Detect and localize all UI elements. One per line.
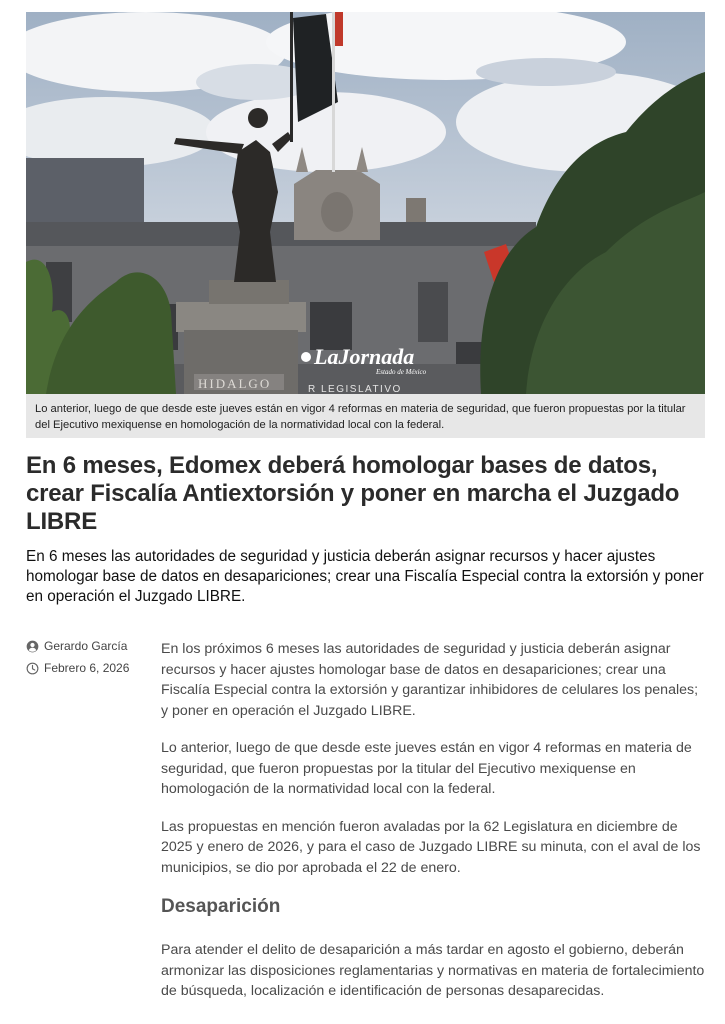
body-paragraph: Lo anterior, luego de que desde este jueves están en vigor 4 reformas en materia de seguridad, que fueron propuestas por la titular del Ejecutivo mexiquense en homologación de la normatividad local con la federal. [161,740,692,797]
article-body [161,639,709,1019]
date-row [26,659,156,677]
article-subtitle: En 6 meses las autoridades de seguridad y justicia deberán asignar recursos y hacer ajustes homologar base de datos en desapariciones; crear una Fiscalía Especial contra la extorsión y poner en operación el Juzgado LIBRE. [26,548,704,605]
clock-icon [26,662,39,675]
body-paragraph: En los próximos 6 meses las autoridades de seguridad y justicia deberán asignar recursos y hacer ajustes homologar base de datos en desapariciones; crear una Fiscalía Especial contra la extorsión y garantizar inhibidores de celulares los penales; y poner en operación el Juzgado LIBRE. [161,641,699,719]
article-title: En 6 meses, Edomex deberá homologar bases de datos, crear Fiscalía Antiextorsión y poner en marcha el Juzgado LIBRE [26,452,680,535]
author-row[interactable] [26,637,156,655]
image-caption: Lo anterior, luego de que desde este jueves están en vigor 4 reformas en materia de seguridad, que fueron propuestas por la titular del Ejecutivo mexiquense en homologación de la normatividad local con la federal. [26,394,705,438]
user-circle-icon [26,640,39,653]
section-heading: Desaparición [161,896,281,917]
body-paragraph: Para atender el delito de desaparición a más tardar en agosto el gobierno, deberán armonizar las disposiciones reglamentarias y normativas en materia de fortalecimiento de búsqueda, localización e identificación de personas desaparecidas. [161,942,705,999]
author-name[interactable]: Gerardo García [44,639,128,653]
publish-date: Febrero 6, 2026 [44,661,130,675]
article-meta [26,637,156,681]
svg-text:Estado de México: Estado de México [376,368,427,376]
hero-statue-inscription: HIDALGO [198,376,272,391]
svg-text:LaJornada: LaJornada [314,344,415,369]
body-paragraph: Las propuestas en mención fueron avaladas por la 62 Legislatura en diciembre de 2025 y enero de 2026, y para el caso de Juzgado LIBRE su minuta, con el aval de los municipios, se dio por aprobada el 22 de enero. [161,818,701,876]
hero-image [26,12,705,394]
hero-building-sign: R LEGISLATIVO [308,384,402,394]
